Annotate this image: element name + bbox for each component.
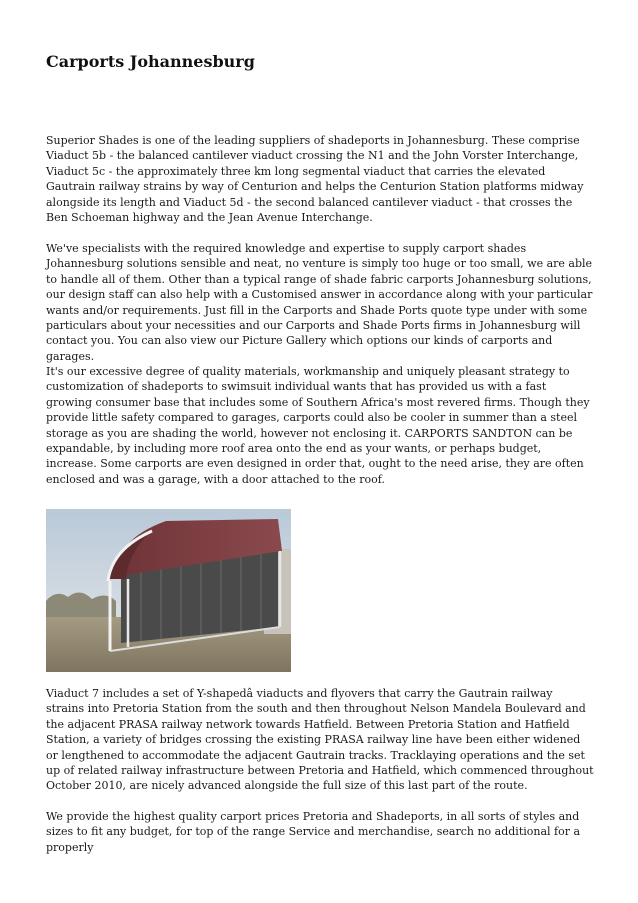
carport-photo (46, 509, 291, 672)
paragraph-2: We've specialists with the required knowledge and expertise to supply carport shades Johannesburg solutions sensible and neat, no venture is simply too huge or too small, we are able to handle all of them. Other than a typical range of shade fabric carports Johannesburg solutions, our design staff can also help with a Customised answer in accordance along with your particular wants and/or requirements. Just fill in the Carports and Shade Ports quote type under with some particulars about your necessities and our Carports and Shade Ports firms in Johannesburg will contact you. You can also view our Picture Gallery which options our kinds of carports and garages. (46, 242, 593, 363)
paragraph-1: Superior Shades is one of the leading suppliers of shadeports in Johannesburg. These comprise Viaduct 5b - the balanced cantilever viaduct crossing the N1 and the John Vorster Interchange, Viaduct 5c - the approximately three km long segmental viaduct that carries the elevated Gautrain railway strains by way of Centurion and helps the Centurion Station platforms midway alongside its length and Viaduct 5d - the second balanced cantilever viaduct - that crosses the Ben Schoeman highway and the Jean Avenue Interchange. (46, 134, 584, 225)
paragraph-4: Viaduct 7 includes a set of Y-shapedâ viaducts and flyovers that carry the Gautrain railway strains into Pretoria Station from the south and then throughout Nelson Mandela Boulevard and the adjacent PRASA railway network towards Hatfield. Between Pretoria Station and Hatfield Station, a variety of bridges crossing the existing PRASA railway line have been either widened or lengthened to accommodate the adjacent Gautrain tracks. Tracklaying operations and the set up of related railway infrastructure between Pretoria and Hatfield, which commenced throughout October 2010, are nicely advanced alongside the full size of this last part of the route. (46, 687, 594, 793)
paragraph-3: It's our excessive degree of quality materials, workmanship and uniquely pleasant strategy to customization of shadeports to swimsuit individual wants that has provided us with a fast growing consumer base that includes some of Southern Africa's most revered firms. Though they provide little safety compared to garages, carports could also be cooler in summer than a steel storage as you are shading the world, however not enclosing it. CARPORTS SANDTON can be expandable, by including more roof area onto the end as your wants, or perhaps budget, increase. Some carports are even designed in order that, ought to the need arise, they are often enclosed and was a garage, with a door attached to the roof. (46, 365, 590, 486)
trees (46, 592, 116, 619)
paragraph-5: We provide the highest quality carport prices Pretoria and Shadeports, in all sorts of styles and sizes to fit any budget, for top of the range Service and merchandise, search no additional for a properly (46, 810, 581, 854)
page-title: Carports Johannesburg (46, 52, 255, 71)
